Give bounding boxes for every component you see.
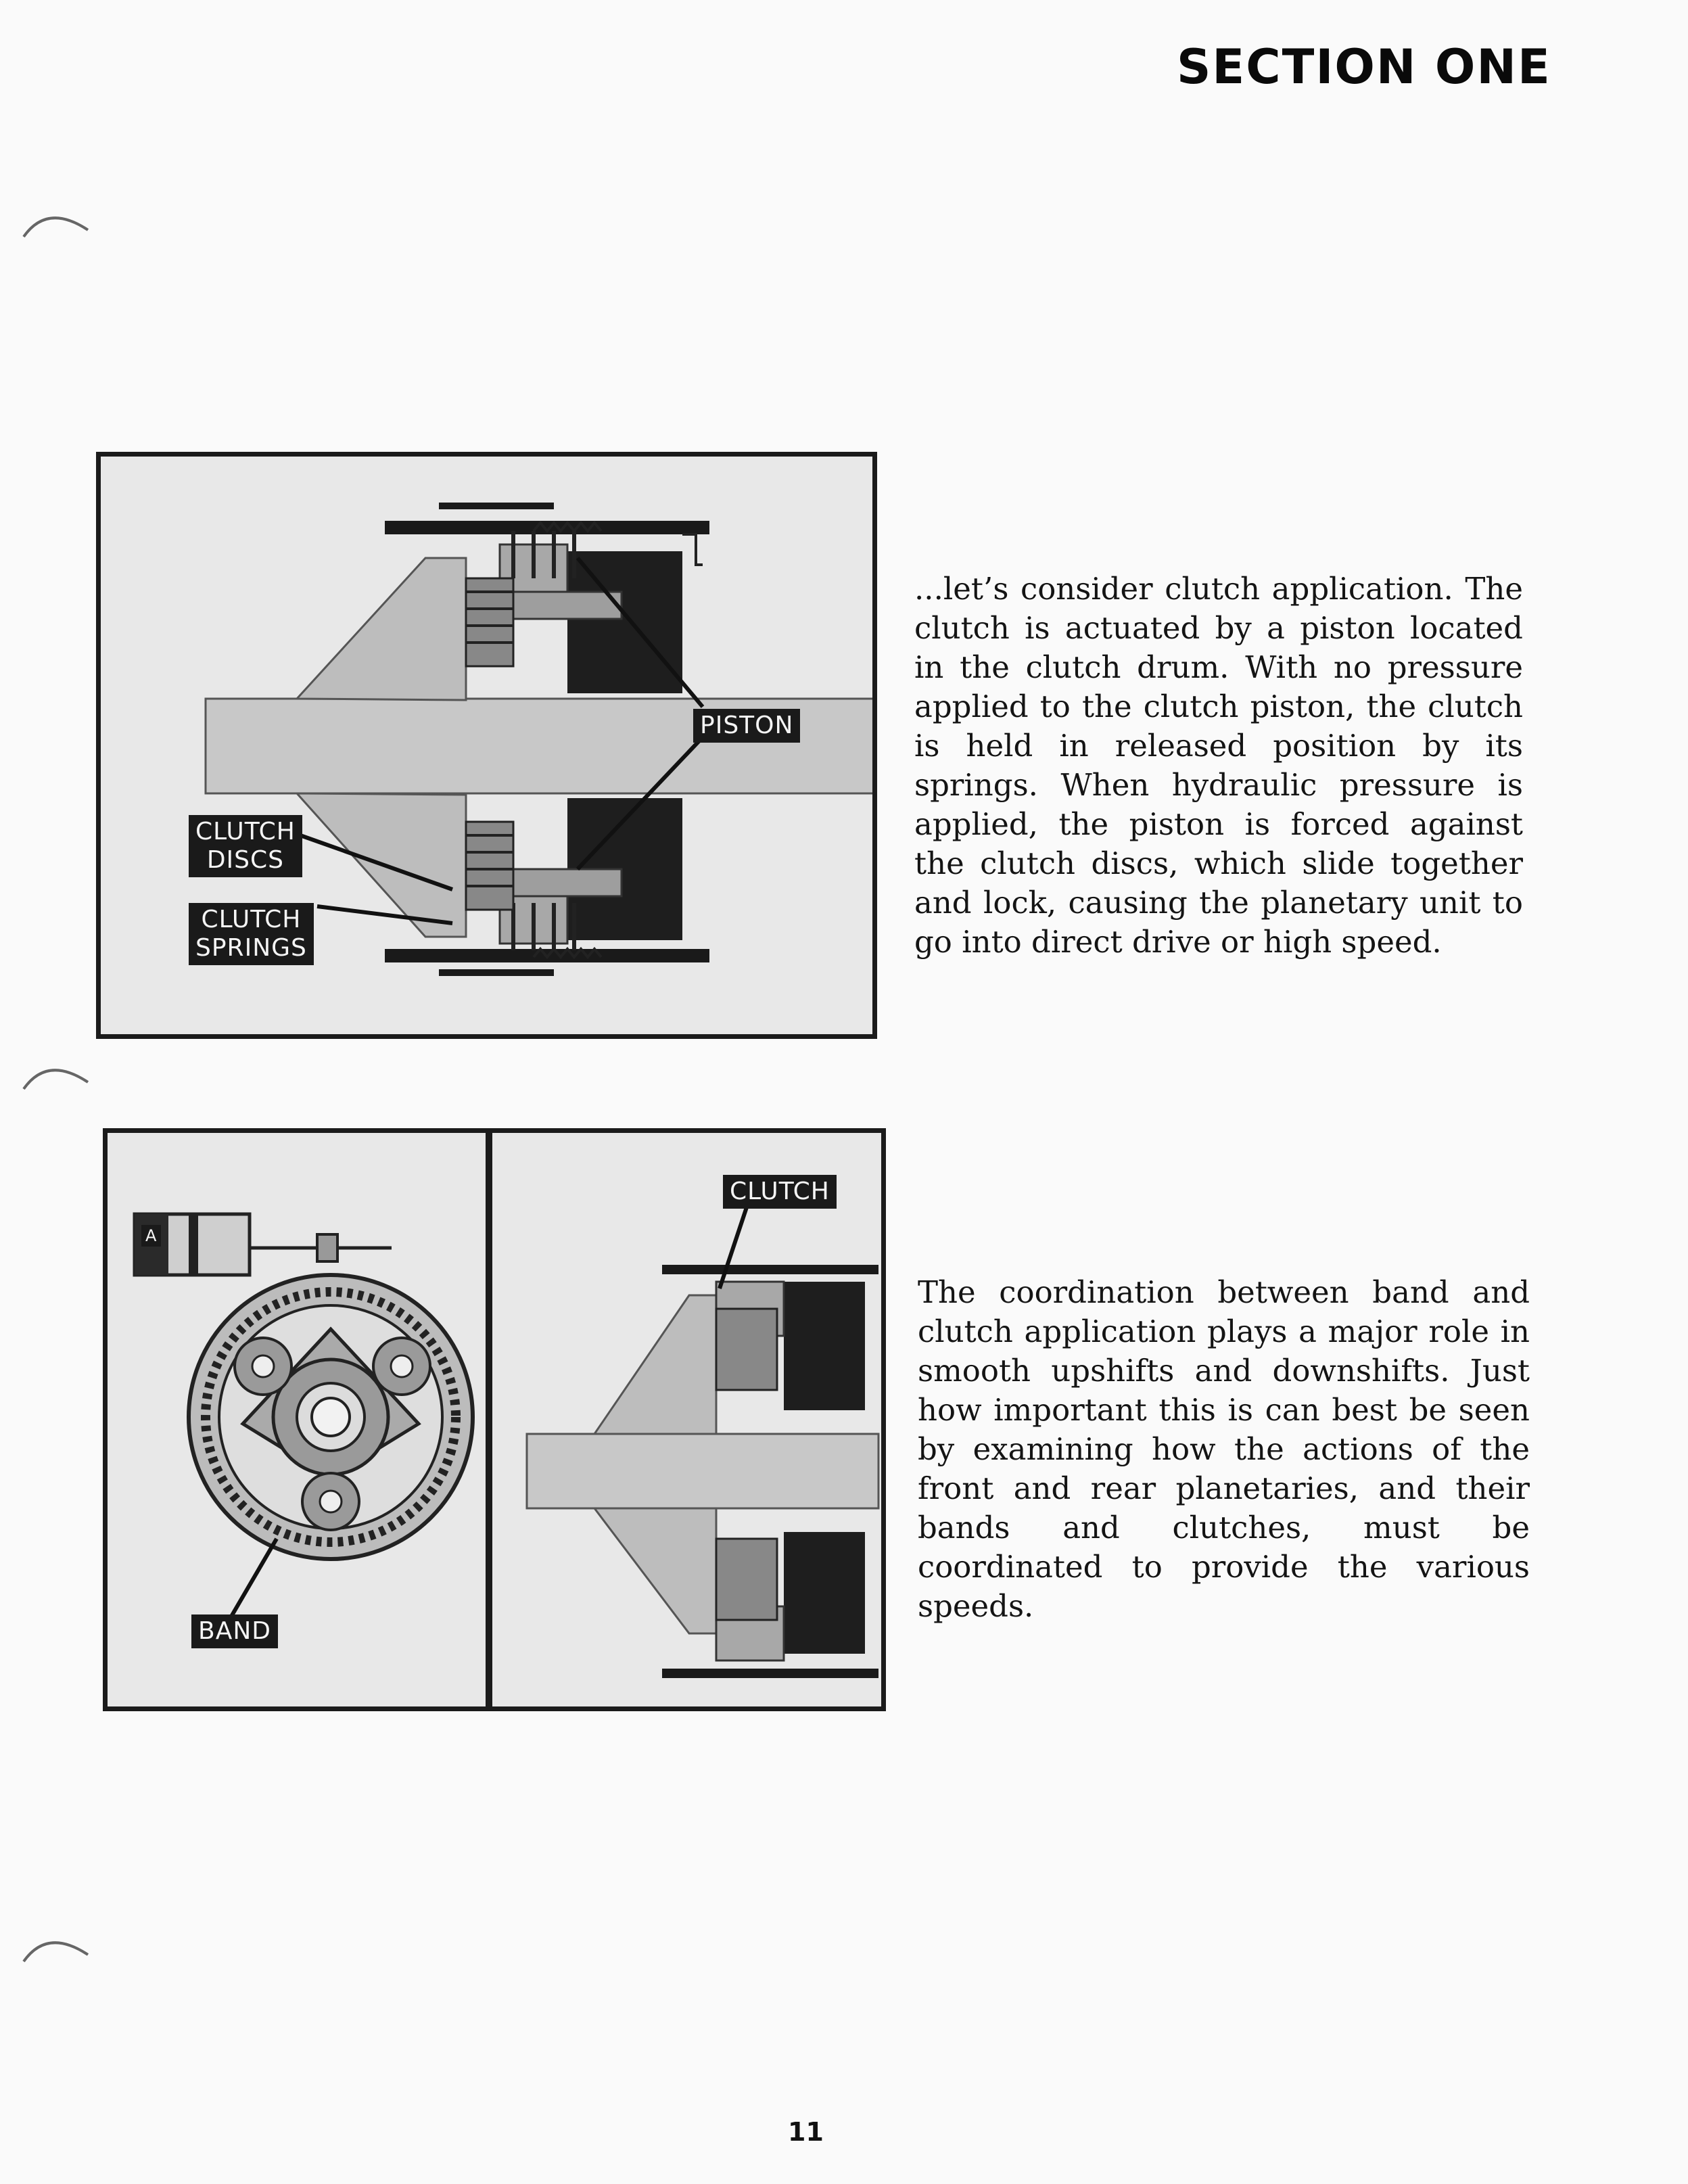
binder-hole-icon (20, 203, 95, 243)
binder-hole-icon (20, 1928, 95, 1968)
binder-hole-icon (20, 1055, 95, 1096)
section-title: SECTION ONE (1177, 39, 1551, 95)
clutch-label: CLUTCH (723, 1175, 837, 1209)
page-number: 11 (788, 2117, 824, 2147)
paragraph-clutch-application: ...let’s consider clutch application. The clutch is actuated by a piston located in the clutch drum. With no pressure applied to the clutch piston, the clutch is held in released position by its springs. When hydraulic pressure is applied, the piston is forced against the clutch discs, which slide together and lock, causing the planetary unit to go into direct drive or high speed. (914, 571, 1523, 960)
piston-label: PISTON (693, 709, 800, 743)
servo-a-label: A (141, 1225, 161, 1247)
paragraph-band-clutch-coordination: The coordination between band and clutch application plays a major role in smooth upshifts and downshifts. Just how important this is can best be seen by examining how the actions of the front and rear planetaries, and their bands and clutches, must be coordinated to provide the various speeds. (918, 1274, 1530, 1624)
clutch-diagram (96, 452, 877, 1039)
band-label: BAND (191, 1614, 278, 1648)
clutch-discs-label: CLUTCH DISCS (189, 815, 302, 877)
band-clutch-diagram (103, 1128, 886, 1711)
clutch-springs-label: CLUTCH SPRINGS (189, 903, 314, 965)
